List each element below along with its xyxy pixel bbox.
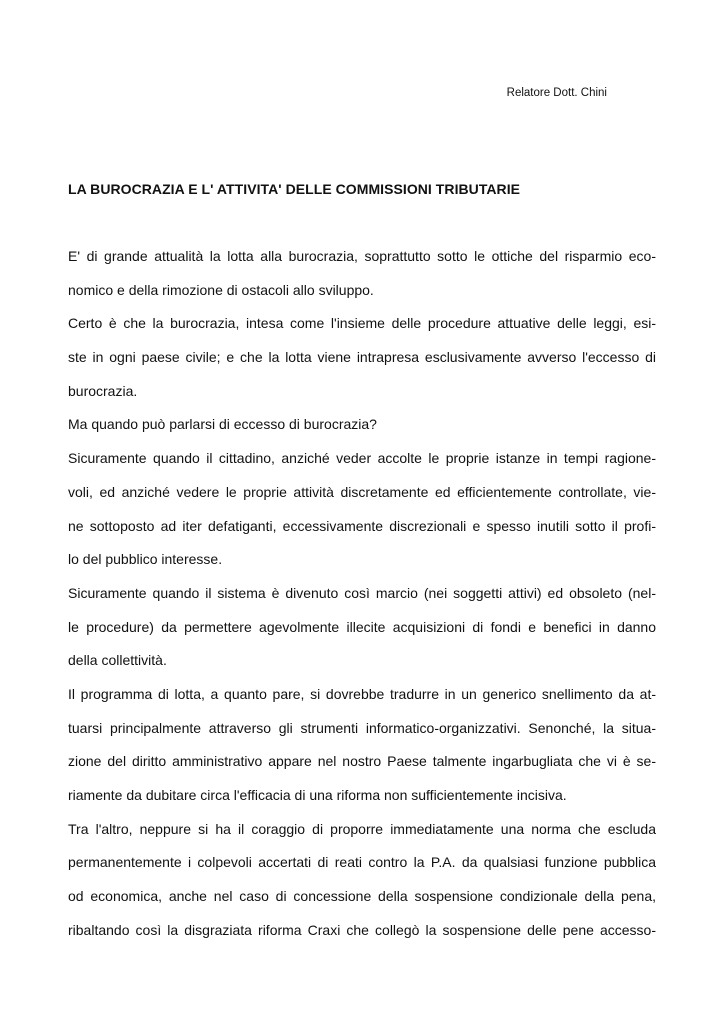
- body-line: E' di grande attualità la lotta alla burocrazia, soprattutto sotto le ottiche del risparmio eco-: [68, 248, 656, 264]
- body-line: Il programma di lotta, a quanto pare, si dovrebbe tradurre in un generico snellimento da at-: [68, 685, 656, 702]
- body-line: le procedure) da permettere agevolmente illecite acquisizioni di fondi e benefici in danno: [68, 618, 656, 635]
- body-line: lo del pubblico interesse.: [68, 551, 223, 568]
- body-line: Certo è che la burocrazia, intesa come l'insieme delle procedure attuative delle leggi, esi-: [68, 315, 656, 332]
- document-title: LA BUROCRAZIA E L' ATTIVITA' DELLE COMMISSIONI TRIBUTARIE: [68, 181, 521, 197]
- body-line: della collettività.: [68, 652, 167, 669]
- body-line: Tra l'altro, neppure si ha il coraggio di proporre immediatamente una norma che escluda: [68, 820, 656, 837]
- body-line: ste in ogni paese civile; e che la lotta viene intrapresa esclusivamente avverso l'eccesso di: [68, 349, 656, 366]
- body-line: voli, ed anziché vedere le proprie attività discretamente ed efficientemente controllate, vie-: [68, 483, 656, 500]
- body-line: Sicuramente quando il cittadino, anziché veder accolte le proprie istanze in tempi ragione-: [68, 450, 656, 467]
- body-line: burocrazia.: [68, 382, 138, 399]
- body-line: od economica, anche nel caso di concessione della sospensione condizionale della pena,: [68, 888, 656, 905]
- body-line: ne sottoposto ad iter defatiganti, eccessivamente discrezionali e spesso inutili sotto il profi-: [68, 517, 656, 534]
- body-line: Sicuramente quando il sistema è divenuto così marcio (nei soggetti attivi) ed obsoleto (nel-: [68, 584, 656, 601]
- body-line: riamente da dubitare circa l'efficacia di una riforma non sufficientemente incisiva.: [68, 787, 567, 803]
- author-header: Relatore Dott. Chini: [506, 87, 607, 99]
- document-body: [68, 244, 656, 951]
- body-line: zione del diritto amministrativo appare nel nostro Paese talmente ingarbugliata che vi è se-: [68, 753, 656, 770]
- body-line: Ma quando può parlarsi di eccesso di burocrazia?: [68, 416, 377, 433]
- body-line: permanentemente i colpevoli accertati di reati contro la P.A. da qualsiasi funzione pubblica: [68, 854, 656, 871]
- body-line: ribaltando così la disgraziata riforma Craxi che collegò la sospensione delle pene accesso-: [68, 921, 656, 938]
- body-line: tuarsi principalmente attraverso gli strumenti informatico-organizzativi. Senonché, la situa-: [68, 719, 656, 736]
- body-line: nomico e della rimozione di ostacoli allo sviluppo.: [68, 281, 374, 298]
